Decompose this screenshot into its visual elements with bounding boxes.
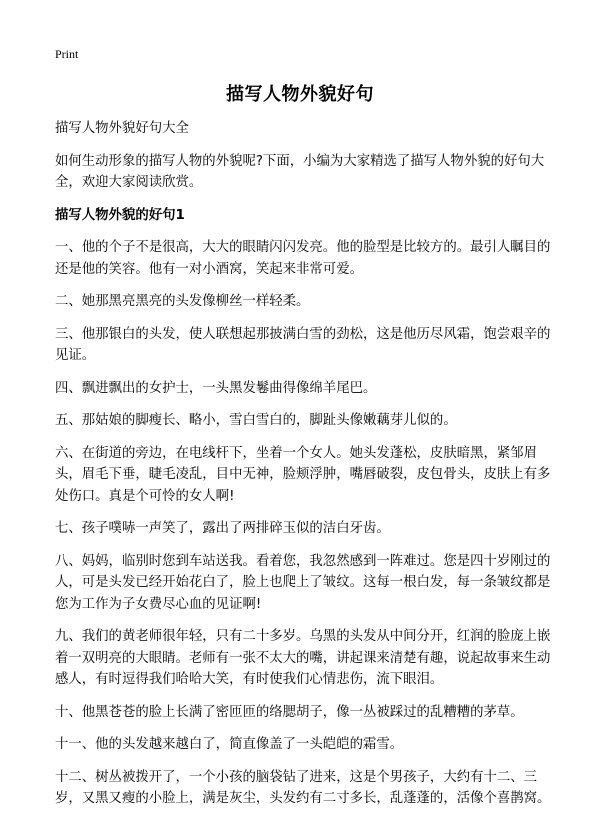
sentence-12: 十二、树丛被拨开了，一个小孩的脑袋钻了进来，这是个男孩子，大约有十二、三岁，又黑又瘦的小脸上，满是灰尘，头发约有二寸多长，乱蓬蓬的，活像个喜鹊窝。 [55,769,551,806]
sentence-3: 三、他那银白的头发，使人联想起那披满白雪的劲松，这是他历尽风霜，饱尝艰辛的见证。 [55,326,551,363]
sentence-8: 八、妈妈，临别时您到车站送我。看着您，我忽然感到一阵难过。您是四十岁刚过的人，可是头发已经开始花白了，脸上也爬上了皱纹。这每一根白发，每一条皱纹都是您为工作为子女费尽心血的见证啊! [55,553,551,612]
page-title: 描写人物外貌好句 [226,84,374,105]
sentence-10: 十、他黑苍苍的脸上长满了密匝匝的络腮胡子，像一丛被踩过的乱糟糟的茅草。 [55,704,524,720]
sentence-6: 六、在街道的旁边，在电线杆下，坐着一个女人。她头发蓬松，皮肤暗黑，紧邹眉头，眉毛下垂，睫毛凌乱，目中无神，脸颊浮肿，嘴唇破裂，皮包骨头，皮肤上有多处伤口。真是个可怜的女人啊! [55,445,551,504]
sentence-5: 五、那姑娘的脚瘦长、略小，雪白雪白的，脚趾头像嫩藕芽儿似的。 [55,413,457,428]
sentence-4: 四、飘进飘出的女护士，一头黑发鬈曲得像绵羊尾巴。 [55,380,377,396]
sentence-9: 九、我们的黄老师很年轻，只有二十多岁。乌黑的头发从中间分开，红润的脸庞上嵌着一双明亮的大眼睛。老师有一张不太大的嘴，讲起课来清楚有趣，说起故事来生动感人，有时逗得我们哈哈大笑，有时使我们心情悲伤，流下眼泪。 [55,629,551,687]
sentence-11: 十一、他的头发越来越白了，简直像盖了一头皑皑的霜雪。 [55,737,404,752]
sentence-1: 一、他的个子不是很高，大大的眼睛闪闪发亮。他的脸型是比较方的。最引人瞩目的还是他的笑容。他有一对小酒窝，笑起来非常可爱。 [55,240,551,277]
article-intro: 如何生动形象的描写人物的外貌呢?下面，小编为大家精选了描写人物外貌的好句大全，欢迎大家阅读欣赏。 [55,153,545,190]
section-heading: 描写人物外貌的好句1 [55,207,185,223]
print-label: Print [55,47,79,61]
sentence-2: 二、她那黑亮黑亮的头发像柳丝一样轻柔。 [55,294,310,309]
article-subtitle: 描写人物外貌好句大全 [55,121,189,136]
sentence-7: 七、孩子噗哧一声笑了，露出了两排碎玉似的洁白牙齿。 [55,521,390,536]
article-body [55,118,555,821]
